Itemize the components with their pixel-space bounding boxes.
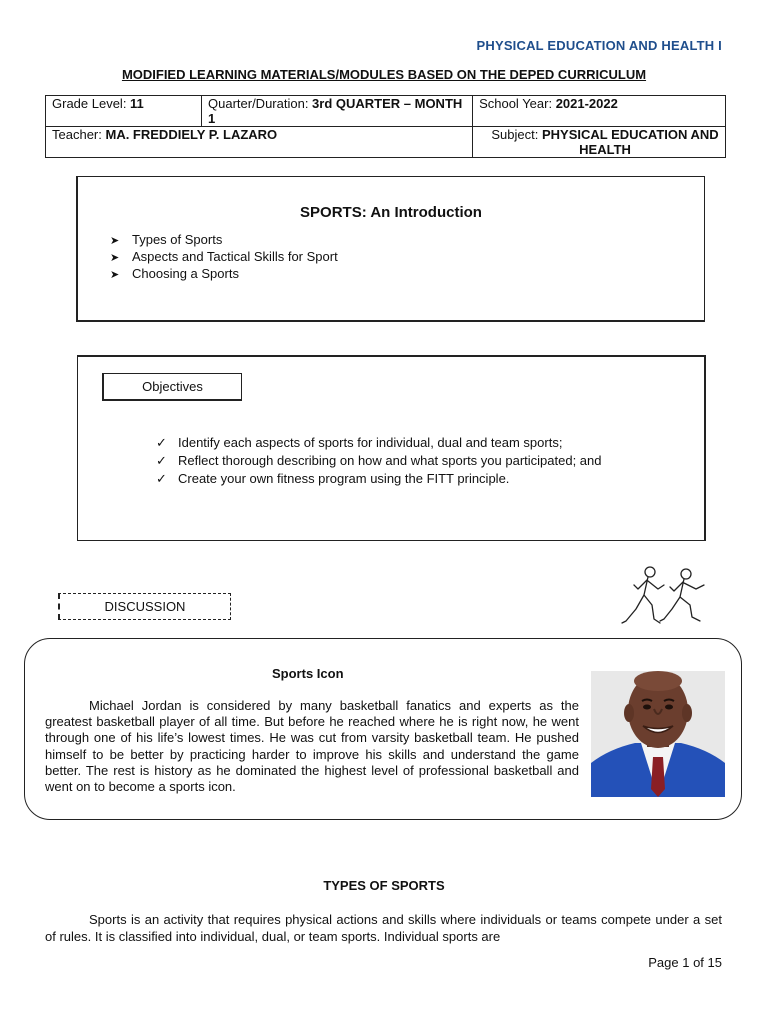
sports-icon-paragraph [45, 698, 579, 795]
intro-item-label: Choosing a Sports [132, 266, 239, 281]
objective-label: Identify each aspects of sports for individual, dual and team sports; [178, 435, 563, 450]
info-table [45, 95, 726, 158]
year-cell [473, 96, 726, 127]
arrow-bullet-icon: ➤ [110, 269, 120, 281]
list-item [156, 434, 601, 452]
info-row-2 [46, 127, 726, 158]
types-text: Sports is an activity that requires physical actions and skills where individuals or teams compete under a set of rules. It is classified into individual, dual, or team sports. Individual sports are [45, 912, 722, 944]
types-of-sports-heading: TYPES OF SPORTS [323, 878, 445, 893]
list-item [110, 231, 338, 248]
module-title-text: MODIFIED LEARNING MATERIALS/MODULES BASED ON THE DEPED CURRICULUM [121, 67, 647, 82]
discussion-label: DISCUSSION [58, 593, 231, 620]
arrow-bullet-icon: ➤ [110, 252, 120, 264]
checkmark-icon: ✓ [156, 453, 167, 468]
grade-cell [46, 96, 202, 127]
module-title [0, 67, 768, 82]
objective-label: Reflect thorough describing on how and what sports you participated; and [178, 453, 602, 468]
sports-icon-box [24, 638, 742, 820]
year-label: School Year: [479, 96, 556, 111]
checkmark-icon: ✓ [156, 471, 167, 486]
types-paragraph [45, 911, 722, 945]
list-item [156, 470, 601, 488]
list-item [156, 452, 601, 470]
quarter-label: Quarter/Duration: [208, 96, 313, 111]
list-item [110, 265, 338, 282]
objective-label: Create your own fitness program using the FITT principle. [178, 471, 510, 486]
objectives-list [156, 434, 601, 488]
runners-clipart-icon [620, 565, 718, 627]
subject-value: PHYSICAL EDUCATION AND HEALTH [541, 127, 719, 157]
arrow-bullet-icon: ➤ [110, 235, 120, 247]
teacher-label: Teacher: [52, 127, 106, 142]
list-item [110, 248, 338, 265]
checkmark-icon: ✓ [156, 435, 167, 450]
intro-box [76, 176, 705, 322]
intro-list [110, 231, 338, 282]
intro-title: SPORTS: An Introduction [300, 204, 482, 221]
page-number: Page 1 of 15 [648, 955, 722, 970]
objectives-box [77, 355, 706, 541]
grade-label: Grade Level: [52, 96, 131, 111]
intro-item-label: Types of Sports [132, 232, 223, 247]
teacher-cell [46, 127, 473, 158]
teacher-value: MA. FREDDIELY P. LAZARO [105, 127, 278, 142]
info-row-1 [46, 96, 726, 127]
grade-value: 11 [130, 96, 144, 111]
year-value: 2021-2022 [555, 96, 618, 111]
objectives-tab: Objectives [102, 373, 242, 401]
subject-cell [473, 127, 726, 158]
intro-item-label: Aspects and Tactical Skills for Sport [132, 249, 338, 264]
quarter-cell [202, 96, 473, 127]
subject-label: Subject: [491, 127, 542, 142]
sports-icon-title: Sports Icon [272, 666, 344, 681]
sports-icon-text: Michael Jordan is considered by many basketball fanatics and experts as the greatest basketball player of all time. But before he reached where he is right now, he went through one of his life’s lowest times. He was cut from varsity basketball team. He pushed himself to be better by practicing harder to improve his skills and understand the game better. The rest is history as he dominated the highest level of professional basketball and went on to become a sports icon. [45, 698, 579, 795]
course-header: PHYSICAL EDUCATION AND HEALTH I [476, 38, 722, 53]
quarter-value: 3rd QUARTER – MONTH 1 [208, 96, 463, 126]
portrait-photo [591, 671, 725, 797]
